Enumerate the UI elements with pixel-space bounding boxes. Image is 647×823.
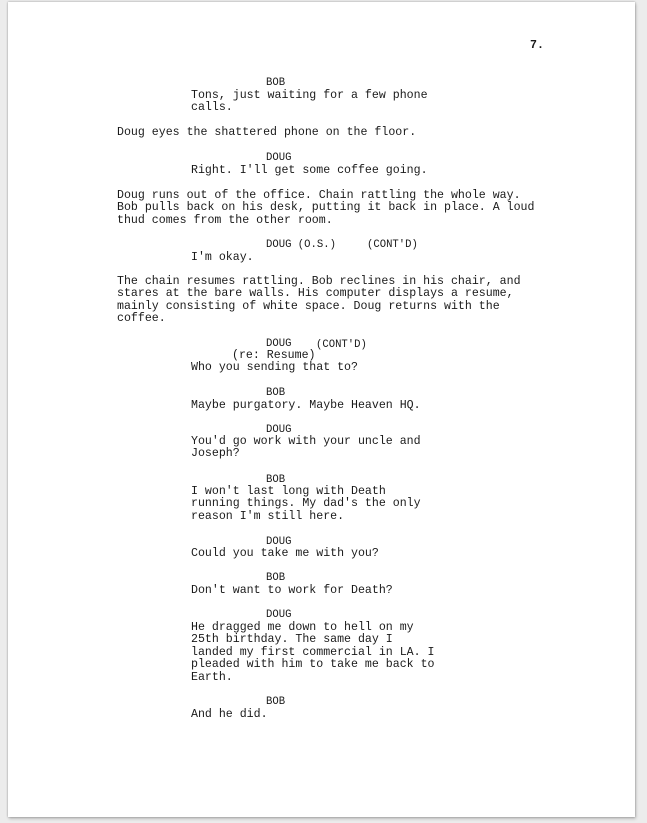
dialogue: Don't want to work for Death? (191, 584, 393, 597)
dialogue: And he did. (191, 708, 268, 721)
action-line: The chain resumes rattling. Bob reclines in his chair, and stares at the bare walls. His computer displays a resume, mainly consisting of white space. Doug returns with the coffee. (117, 275, 521, 326)
continued-marker: (CONT'D) (316, 339, 367, 351)
character-name: DOUG (266, 152, 292, 164)
dialogue: Tons, just waiting for a few phone calls. (191, 89, 428, 115)
dialogue: Could you take me with you? (191, 547, 379, 560)
dialogue: You'd go work with your uncle and Joseph? (191, 435, 421, 461)
character-name: DOUG (266, 424, 292, 436)
character-name: BOB (266, 474, 286, 486)
character-name: BOB (266, 572, 286, 584)
dialogue: Who you sending that to? (191, 361, 358, 374)
character-name: DOUG (266, 536, 292, 548)
dialogue: Right. I'll get some coffee going. (191, 164, 428, 177)
parenthetical: (re: Resume) (232, 349, 316, 362)
character-name: DOUG (266, 338, 292, 350)
dialogue: He dragged me down to hell on my 25th birthday. The same day I landed my first commercial in LA. I pleaded with him to take me back to Earth. (191, 621, 435, 684)
character-name: DOUG (O.S.) (266, 239, 336, 251)
character-name: DOUG (266, 609, 292, 621)
character-name: BOB (266, 77, 286, 89)
dialogue: Maybe purgatory. Maybe Heaven HQ. (191, 399, 421, 412)
character-name: BOB (266, 387, 286, 399)
character-name: BOB (266, 696, 286, 708)
page-number: 7. (530, 39, 544, 52)
script-page (8, 2, 635, 817)
continued-marker: (CONT'D) (367, 239, 418, 251)
dialogue: I won't last long with Death running things. My dad's the only reason I'm still here. (191, 485, 421, 523)
dialogue: I'm okay. (191, 251, 254, 264)
action-line: Doug runs out of the office. Chain rattling the whole way. Bob pulls back on his desk, putting it back in place. A loud thud comes from the other room. (117, 189, 535, 227)
action-line: Doug eyes the shattered phone on the floor. (117, 126, 417, 139)
